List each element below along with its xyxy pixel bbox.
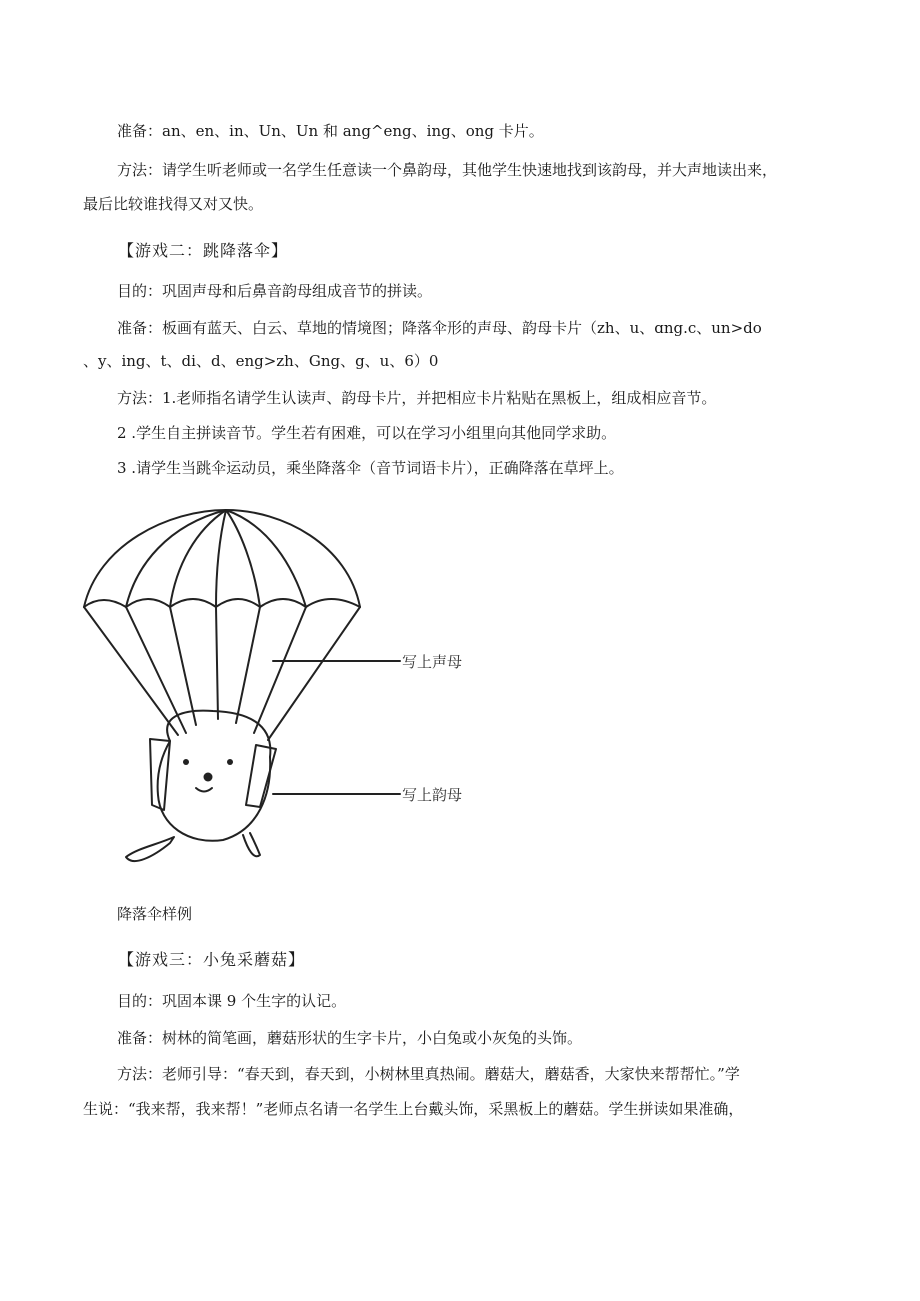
game3-heading: 【游戏三：小兔采蘑菇】 [118,950,306,969]
game2-step-1: 方法：1.老师指名请学生认读声、韵母卡片，并把相应卡片粘贴在黑板上，组成相应音节。 [117,389,717,407]
character-nose [204,773,213,782]
game2-goal: 目的：巩固声母和后鼻音韵母组成音节的拼读。 [117,282,433,300]
game3-prep: 准备：树林的简笔画，蘑菇形状的生字卡片，小白兔或小灰兔的头饰。 [117,1029,583,1047]
figure-caption: 降落伞样例 [117,905,193,923]
game3-method: 方法：老师引导：“春天到，春天到，小树林里真热闹。蘑菇大，蘑菇香，大家快来帮帮忙。”学 [117,1065,740,1083]
game2-prep: 准备：板画有蓝天、白云、草地的情境图；降落伞形的声母、韵母卡片（zh、u、ɑng.c、un>do [117,319,762,337]
initial-consonant-label: 写上声母 [402,653,463,671]
final-vowel-label: 写上韵母 [402,786,463,804]
game3-goal: 目的：巩固本课 9 个生字的认记。 [117,992,347,1010]
prep-text: 准备：an、en、in、Un、Un 和 ang^eng、ing、ong 卡片。 [117,122,544,140]
character-left-eye [183,759,189,765]
method-text: 方法：请学生听老师或一名学生任意读一个鼻韵母，其他学生快速地找到该韵母，并大声地读出来， [117,161,778,179]
game2-step-2: 2 .学生自主拼读音节。学生若有困难，可以在学习小组里向其他同学求助。 [117,424,617,442]
game2-step-3: 3 .请学生当跳伞运动员，乘坐降落伞（音节词语卡片），正确降落在草坪上。 [117,459,624,477]
game2-prep-continued: 、y、ing、t、di、d、eng>zh、Gng、g、u、6）0 [83,352,439,370]
parachute-illustration [78,505,498,875]
character-right-eye [227,759,233,765]
method-text-continued: 最后比较谁找得又对又快。 [83,195,264,213]
game3-method-continued: 生说：“我来帮，我来帮！”老师点名请一名学生上台戴头饰，采黑板上的蘑菇。学生拼读如果准确， [83,1100,744,1118]
game2-heading: 【游戏二：跳降落伞】 [118,241,289,260]
